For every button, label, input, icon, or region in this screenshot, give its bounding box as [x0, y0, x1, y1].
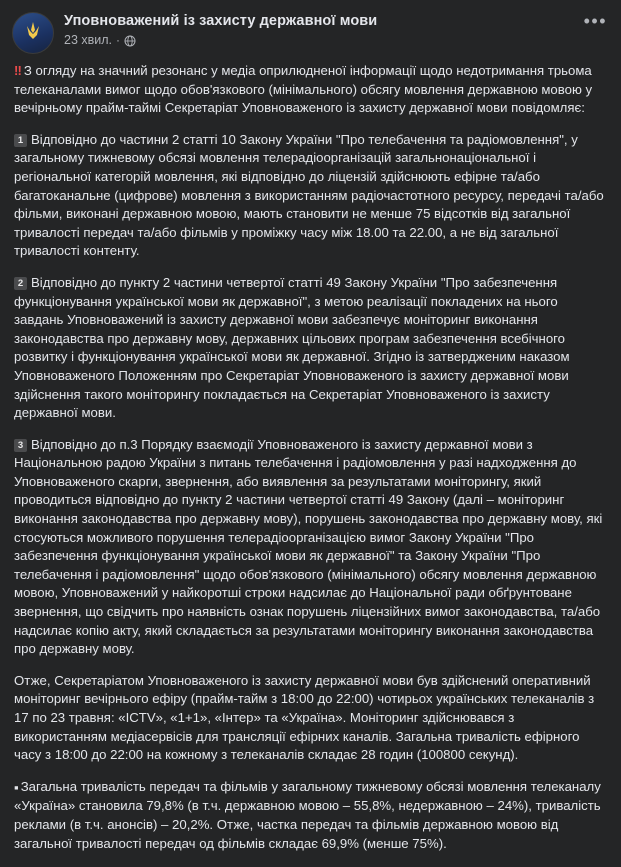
post-paragraph — [14, 274, 607, 423]
paragraph-text: Загальна тривалість передач та фільмів у загальному тижневому обсязі мовлення телеканалу «Україна» становила 79,8% (в т.ч. державною мовою – 55,8%, недержавною – 24%), тривалість реклами (в т.ч. анонсів) – 20,2%. Отже, частка передач та фільмів державною мовою від загальної тривалості передач од фільмів складає 69,9% (менше 75%). — [14, 778, 601, 851]
post-header-text — [64, 12, 377, 48]
number-marker-icon: 2 — [14, 277, 27, 290]
double-exclamation-icon: ‼ — [14, 63, 21, 78]
meta-separator: · — [116, 33, 121, 47]
emblem-icon — [23, 21, 43, 45]
globe-icon[interactable] — [124, 35, 136, 47]
post-paragraph — [14, 436, 607, 659]
avatar[interactable] — [12, 12, 54, 54]
page-name[interactable]: Уповноважений із захисту державної мови — [64, 13, 378, 29]
bullet-square-icon: ▪ — [14, 779, 19, 795]
post-paragraph — [14, 62, 607, 118]
number-marker-icon: 1 — [14, 134, 27, 147]
post-paragraph — [14, 131, 607, 261]
number-marker-icon: 3 — [14, 439, 27, 452]
post-header — [0, 0, 621, 60]
paragraph-text: Отже, Секретаріатом Уповноваженого із захисту державної мови був здійснений оперативний моніторинг вечірнього ефіру (прайм-тайм з 18:00 до 22:00) чотирьох українських телеканалів з 17 по 23 травня: «ICTV», «1+1», «Інтер» та «Україна». Моніторинг здійснювався з використанням медіасервісів для трансляції ефірних каналів. Загальна тривалість ефірного часу з 18:00 до 22:00 на кожному з телеканалів складає 28 годин (100800 секунд). — [14, 672, 595, 763]
paragraph-text: Відповідно до частини 2 статті 10 Закону України "Про телебачення та радіомовлення", у загальному тижневому обсязі мовлення телерадіоорганізацій загальнонаціональної і регіональної категорій мовлення, які відповідно до ліцензій здійснюють ефірне та/або багатоканальне (цифрове) мовлення з використанням радіочастотного ресурсу, передачі та/або фільми, виконані державною мовою, мають становити не менше 75 відсотків від загальної тривалості передач та/або фільмів у проміжку часу між 18.00 та 22.00, а не від загальної тривалості контенту. — [14, 131, 604, 259]
post-timestamp[interactable]: 23 хвил. — [64, 33, 113, 47]
post-paragraph — [14, 672, 607, 765]
post-meta — [64, 33, 377, 48]
post-body — [0, 60, 621, 867]
post-more-options-button[interactable]: ••• — [583, 11, 607, 31]
paragraph-text: Відповідно до п.3 Порядку взаємодії Уповноваженого із захисту державної мови з Національною радою України з питань телебачення і радіомовлення у разі надходження до Уповноваженого скарги, звернення, або виявлення за результатами моніторингу, який проводиться відповідно до пункту 2 частини четвертої статті 49 Закону (далі – моніторинг виконання законодавства про державну мову), порушень законодавства про державну мову, які стосуються можливого порушення телерадіоорганізацією вимог Закону України "Про забезпечення функціонування української мови як державної" та Закону України "Про телебачення і радіомовлення" щодо обов'язкового (мінімального) обсягу мовлення державною мовою, Уповноважений у найкоротші строки надсилає до Національної ради обґрунтоване звернення, що свідчить про наявність ознак порушень ліцензійних вимог законодавства, та/або надсилає копію акту, який складається за результатами моніторингу виконання законодавства про державну мову. — [14, 436, 603, 657]
paragraph-text: Відповідно до пункту 2 частини четвертої статті 49 Закону України "Про забезпечення функціонування української мови як державної", з метою реалізації покладених на нього завдань Уповноважений із захисту державної мови забезпечує моніторинг виконання законодавства про державну мову, державних цільових програм забезпечення всебічного розвитку і функціонування української мови як державної. Згідно із затвердженим наказом Уповноваженого Положенням про Секретаріат Уповноваженого із захисту державної мови здійснення такого моніторингу покладається на Секретаріат Уповноваженого із захисту державної мови. — [14, 274, 570, 421]
paragraph-text: З огляду на значний резонанс у медіа оприлюдненої інформації щодо недотримання трьома телеканалами вимог щодо обов'язкового (мінімального) обсягу мовлення державною мовою у вечірньому прайм-таймі Секретаріат Уповноваженого із захисту державної мови повідомляє: — [14, 63, 593, 116]
post-paragraph — [14, 778, 607, 853]
